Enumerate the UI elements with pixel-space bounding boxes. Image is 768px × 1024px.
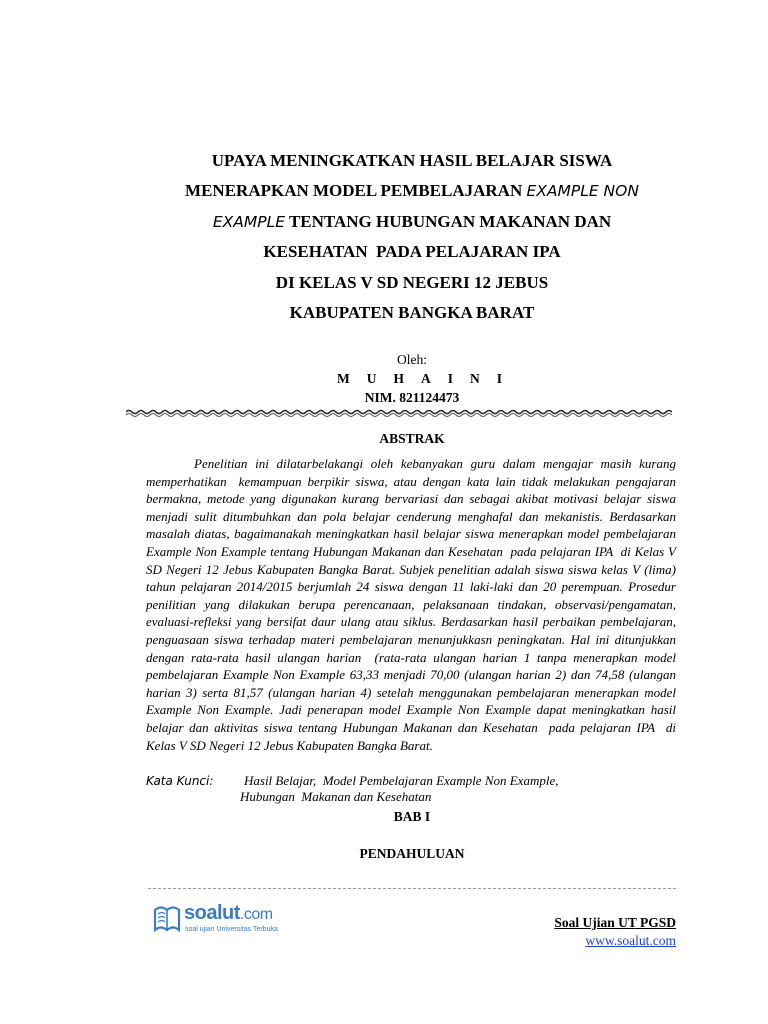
chapter-number: BAB I xyxy=(393,809,431,824)
title-line-3 xyxy=(130,207,694,237)
soalut-logo[interactable] xyxy=(152,900,302,940)
abstract-heading: ABSTRAK xyxy=(379,431,445,446)
title-line-2 xyxy=(130,176,694,206)
logo-tld: .com xyxy=(239,906,273,923)
keywords-label: Kata Kunci: xyxy=(146,774,214,788)
title-line-1: UPAYA MENINGKATKAN HASIL BELAJAR SISWA xyxy=(211,151,613,170)
footer-title: Soal Ujian UT PGSD xyxy=(554,915,676,930)
book-icon xyxy=(152,902,182,936)
logo-brand-text: soalut xyxy=(184,902,240,924)
title-line-6: KABUPATEN BANGKA BARAT xyxy=(289,303,535,323)
author-nim: NIM. 821124473 xyxy=(364,390,460,405)
title-line-2-italic: EXAMPLE NON xyxy=(526,182,639,201)
title-line-2-bold: MENERAPKAN MODEL PEMBELAJARAN xyxy=(185,181,527,201)
logo-tagline: soal ujian Universitas Terbuka xyxy=(185,926,278,933)
document-title xyxy=(130,146,694,328)
keywords-line-1: Hasil Belajar, Model Pembelajaran Example Non Example, xyxy=(244,773,559,788)
logo-brand xyxy=(184,902,273,925)
title-line-4: KESEHATAN PADA PELAJARAN IPA xyxy=(263,242,561,262)
footer-info xyxy=(554,914,676,950)
title-line-3-bold: TENTANG HUBUNGAN MAKANAN DAN xyxy=(285,211,612,231)
decorative-wavy-divider xyxy=(126,408,672,418)
footer-website-link[interactable]: www.soalut.com xyxy=(585,933,676,948)
author-name: MUHAINI xyxy=(337,371,519,386)
abstract-body: Penelitian ini dilatarbelakangi oleh kebanyakan guru dalam mengajar masih kurang memperhatikan kemampuan berpikir siswa, atau dengan kata lain tidak melakukan pengajaran bermakna, metode yang digunakan kurang bervariasi dan sebagai akibat motivasi belajar siswa menjadi sulit ditumbuhkan dan pola belajar cenderung menghafal dan mekanistis. Berdasarkan masalah diatas, bagaimanakah meningkatkan hasil belajar siswa menerapkan model pembelajaran Example Non Example tentang Hubungan Makanan dan Kesehatan pada pelajaran IPA di Kelas V SD Negeri 12 Jebus Kabupaten Bangka Barat. Subjek penelitian adalah siswa siswa kelas V (lima) tahun pelajaran 2014/2015 berjumlah 24 siswa dengan 11 laki-laki dan 20 perempuan. Prosedur penilitian yang dilakukan berupa perencanaan, pelaksanaan tindakan, observasi/pengamatan, evaluasi-refleksi yang bersifat daur ulang atau siklus. Berdasarkan hasil perbaikan pembelajaran, penguasaan siswa terhadap materi pembelajaran menunjukkasn peningkatan. Hal ini ditunjukkan dengan rata-rata hasil ulangan harian (rata-rata ulangan harian 1 tanpa menerapkan model pembelajaran Example Non Example 63,33 menjadi 70,00 (ulangan harian 2) dan 74,58 (ulangan harian 3) serta 81,57 (ulangan harian 4) setelah menggunakan pembelajaran menerapkan model Example Non Example. Jadi penerapan model Example Non Example dapat meningkatkan hasil belajar dan aktivitas siswa tentang Hubungan Makanan dan Kesehatan pada pelajaran IPA di Kelas V SD Negeri 12 Jebus Kabupaten Bangka Barat. xyxy=(146,456,680,753)
title-line-5: DI KELAS V SD NEGERI 12 JEBUS xyxy=(275,272,549,292)
footer-divider xyxy=(148,888,676,889)
title-line-3-italic: EXAMPLE xyxy=(212,212,285,231)
chapter-title: PENDAHULUAN xyxy=(359,846,465,861)
keywords-line-2: Hubungan Makanan dan Kesehatan xyxy=(240,789,432,804)
author-oleh: Oleh: xyxy=(397,352,427,367)
